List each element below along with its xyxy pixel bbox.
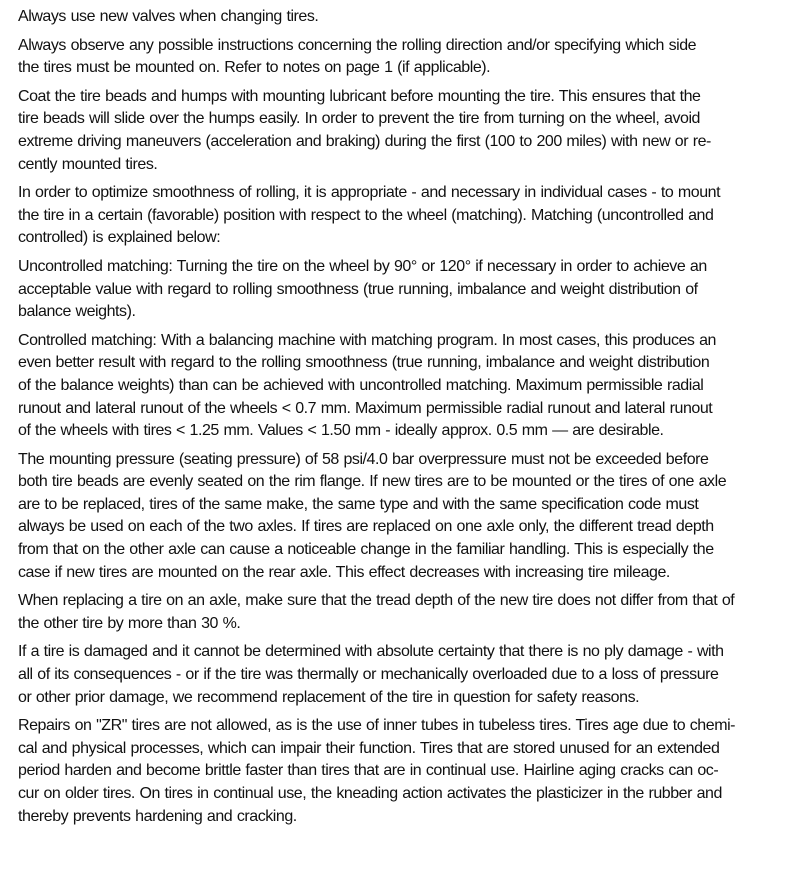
paragraph-controlled-matching: Controlled matching: With a balancing machine with matching program. In most cases, this produces an even better result with regard to the rolling smoothness (true running, imbalance and weight distribution of the balance weights) than can be achieved with uncontrolled matching. Maximum permissible radial runout and lateral runout of the wheels < 0.7 mm. Maximum permissible radial runout and lateral runout of the wheels with tires < 1.25 mm. Values < 1.50 mm - ideally approx. 0.5 mm — are desirable. [18,331,716,440]
paragraph-matching-intro: In order to optimize smoothness of rolling, it is appropriate - and necessary in individual cases - to mount the tire in a certain (favorable) position with respect to the wheel (matching). Matching (uncontrolled and controlled) is explained below: [18,184,721,247]
paragraph-mounting-pressure: The mounting pressure (seating pressure) of 58 psi/4.0 bar overpressure must not be exceeded before both tire beads are evenly seated on the rim flange. If new tires are to be mounted or the tires of one axle are to be replaced, tires of the same make, the same type and with the same specification code must always be used on each of the two axles. If tires are replaced on one axle only, the different tread depth from that on the other axle can cause a noticeable change in the familiar handling. This is especially the case if new tires are mounted on the rear axle. This effect decreases with increasing tire mileage. [18,450,727,581]
paragraph-uncontrolled-matching: Uncontrolled matching: Turning the tire on the wheel by 90° or 120° if necessary in order to achieve an acceptable value with regard to rolling smoothness (true running, imbalance and weight distribution of balance weights). [18,257,707,321]
paragraph-rolling-direction: Always observe any possible instructions concerning the rolling direction and/or specifying which side the tires must be mounted on. Refer to notes on page 1 (if applicable). [18,36,697,77]
paragraph-tread-depth: When replacing a tire on an axle, make sure that the tread depth of the new tire does not differ from that of the other tire by more than 30 %. [18,592,735,632]
document-page [18,6,778,834]
paragraph-lubricant: Coat the tire beads and humps with mounting lubricant before mounting the tire. This ensures that the tire beads will slide over the humps easily. In order to prevent the tire from turning on the wheel, avoid extreme driving maneuvers (acceleration and braking) during the first (100 to 200 miles) with new or re- cently mounted tires. [18,87,711,173]
paragraph-tire-damage: If a tire is damaged and it cannot be determined with absolute certainty that there is no ply damage - with all of its consequences - or if the tire was thermally or mechanically overloaded due to a loss of pressure or other prior damage, we recommend replacement of the tire in question for safety reasons. [18,643,724,706]
paragraph-valves: Always use new valves when changing tires. [18,8,319,25]
paragraph-zr-tires-aging: Repairs on "ZR" tires are not allowed, as is the use of inner tubes in tubeless tires. Tires age due to chemi- cal and physical processes, which can impair their function. Tires that are stored unused for an extended period harden and become brittle faster than tires that are in continual use. Hairline aging cracks can oc- cur on older tires. On tires in continual use, the kneading action activates the plasticizer in the rubber and thereby prevents hardening and cracking. [18,717,736,825]
